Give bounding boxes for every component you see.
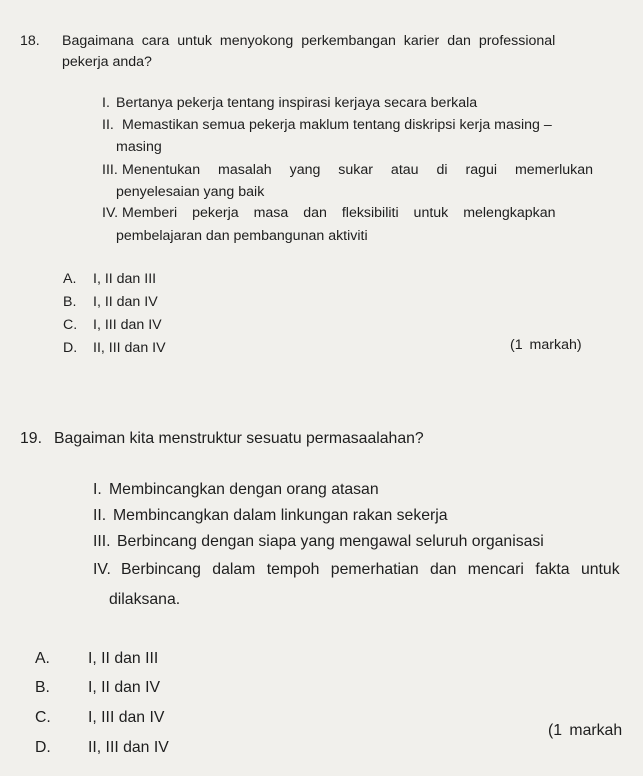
statement-text: Bertanya pekerja tentang inspirasi kerjaya secara berkala: [116, 95, 478, 111]
statement-text: Membincangkan dalam linkungan rakan sekerja: [113, 507, 448, 524]
statement-text: Berbincang dengan siapa yang mengawal seluruh organisasi: [117, 533, 544, 550]
option-letter: D.: [35, 739, 51, 756]
option-letter: B.: [35, 679, 50, 696]
statement-text: dilaksana.: [109, 591, 181, 608]
statement-text: pembelajaran dan pembangunan aktiviti: [116, 228, 368, 244]
option-letter: A.: [63, 271, 77, 287]
question-text: Bagaiman kita menstruktur sesuatu permasaalahan?: [54, 430, 424, 447]
statement-roman: IV.: [93, 561, 111, 578]
option-letter: B.: [63, 294, 77, 310]
option-letter: A.: [35, 650, 50, 667]
statement-text: Memastikan semua pekerja maklum tentang diskripsi kerja masing –: [122, 117, 552, 133]
question-text-line-1: Bagaimana cara untuk menyokong perkembangan karier dan professional: [62, 33, 556, 49]
statement-roman: III.: [93, 533, 111, 550]
marks-label: (1 markah: [548, 722, 623, 739]
option-c[interactable]: I, III dan IV: [93, 317, 162, 333]
marks-label: (1 markah): [510, 337, 582, 353]
option-a[interactable]: I, II dan III: [88, 650, 159, 667]
option-d[interactable]: II, III dan IV: [93, 340, 166, 356]
question-number: 19.: [20, 430, 42, 447]
statement-text: penyelesaian yang baik: [116, 184, 265, 200]
option-b[interactable]: I, II dan IV: [93, 294, 158, 310]
statement-text: Berbincang dalam tempoh pemerhatian dan mencari fakta untuk: [121, 561, 620, 578]
option-letter: D.: [63, 340, 78, 356]
question-number: 18.: [20, 33, 40, 49]
statement-roman: II.: [93, 507, 107, 524]
option-a[interactable]: I, II dan III: [93, 271, 157, 287]
statement-text: Menentukan masalah yang sukar atau di ragui memerlukan: [122, 162, 594, 178]
option-letter: C.: [63, 317, 78, 333]
statement-roman: I.: [102, 95, 110, 111]
option-b[interactable]: I, II dan IV: [88, 679, 161, 696]
statement-roman: II.: [102, 117, 114, 133]
statement-roman: I.: [93, 481, 102, 498]
option-c[interactable]: I, III dan IV: [88, 709, 165, 726]
statement-text: Memberi pekerja masa dan fleksibiliti untuk melengkapkan: [122, 205, 556, 221]
option-letter: C.: [35, 709, 51, 726]
statement-text: masing: [116, 139, 162, 155]
statement-text: Membincangkan dengan orang atasan: [109, 481, 379, 498]
statement-roman: III.: [102, 162, 118, 178]
statement-roman: IV.: [102, 205, 119, 221]
option-d[interactable]: II, III dan IV: [88, 739, 169, 756]
question-text-line-2: pekerja anda?: [62, 54, 152, 70]
